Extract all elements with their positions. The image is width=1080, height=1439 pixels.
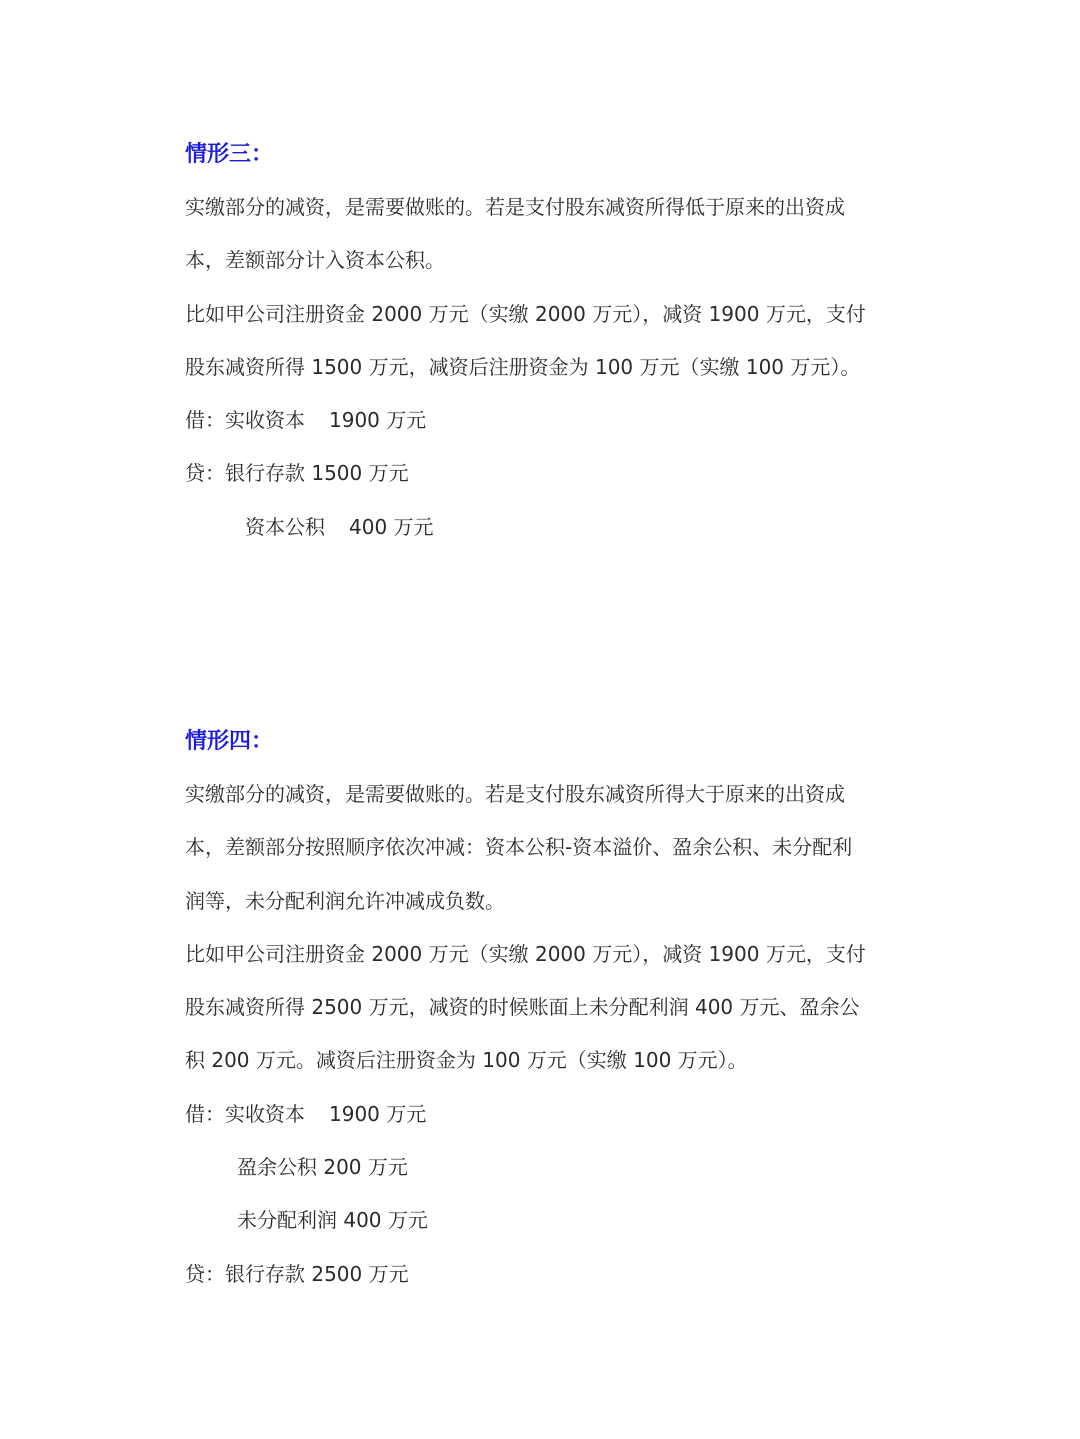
case-3-credit-entry-2 xyxy=(185,501,905,554)
case-4-text-line: 实缴部分的减资，是需要做账的。若是支付股东减资所得大于原来的出资成 xyxy=(185,782,845,806)
case-3-text-line: 比如甲公司注册资金 2000 万元（实缴 2000 万元），减资 1900 万元，支付 xyxy=(185,301,866,326)
credit-account-label: 资本公积 xyxy=(245,514,325,539)
debit-account-label: 借：实收资本 xyxy=(185,408,305,433)
case-4-debit-entry xyxy=(185,1088,905,1141)
case-4-text-line: 股东减资所得 2500 万元，减资的时候账面上未分配利润 400 万元、盈余公 xyxy=(185,995,860,1020)
case-3-text-line: 实缴部分的减资，是需要做账的。若是支付股东减资所得低于原来的出资成 xyxy=(185,195,845,219)
case-4-heading: 情形四： xyxy=(185,729,274,754)
case-4-section xyxy=(185,715,905,1301)
case-3-section xyxy=(185,128,905,554)
debit-account-label: 借：实收资本 xyxy=(185,1101,305,1126)
case-4-text-line: 积 200 万元。减资后注册资金为 100 万元（实缴 100 万元）。 xyxy=(185,1048,748,1073)
case-4-text-line: 润等，未分配利润允许冲减成负数。 xyxy=(185,888,505,913)
case-3-debit-entry xyxy=(185,394,905,447)
case-4-text-line: 本，差额部分按照顺序依次冲减：资本公积-资本溢价、盈余公积、未分配利 xyxy=(185,835,853,860)
credit-amount: 400 万元 xyxy=(349,514,434,539)
case-3-text-line: 本，差额部分计入资本公积。 xyxy=(185,248,445,273)
case-3-heading: 情形三： xyxy=(185,142,274,167)
case-3-credit-entry: 贷：银行存款 1500 万元 xyxy=(185,461,409,486)
case-4-debit-entry-3: 未分配利润 400 万元 xyxy=(237,1208,428,1233)
debit-amount: 1900 万元 xyxy=(329,408,427,433)
case-4-credit-entry: 贷：银行存款 2500 万元 xyxy=(185,1261,409,1286)
case-4-debit-entry-2: 盈余公积 200 万元 xyxy=(237,1155,408,1180)
case-4-text-line: 比如甲公司注册资金 2000 万元（实缴 2000 万元），减资 1900 万元，支付 xyxy=(185,941,866,966)
debit-amount: 1900 万元 xyxy=(329,1101,427,1126)
case-3-text-line: 股东减资所得 1500 万元，减资后注册资金为 100 万元（实缴 100 万元）。 xyxy=(185,354,861,379)
